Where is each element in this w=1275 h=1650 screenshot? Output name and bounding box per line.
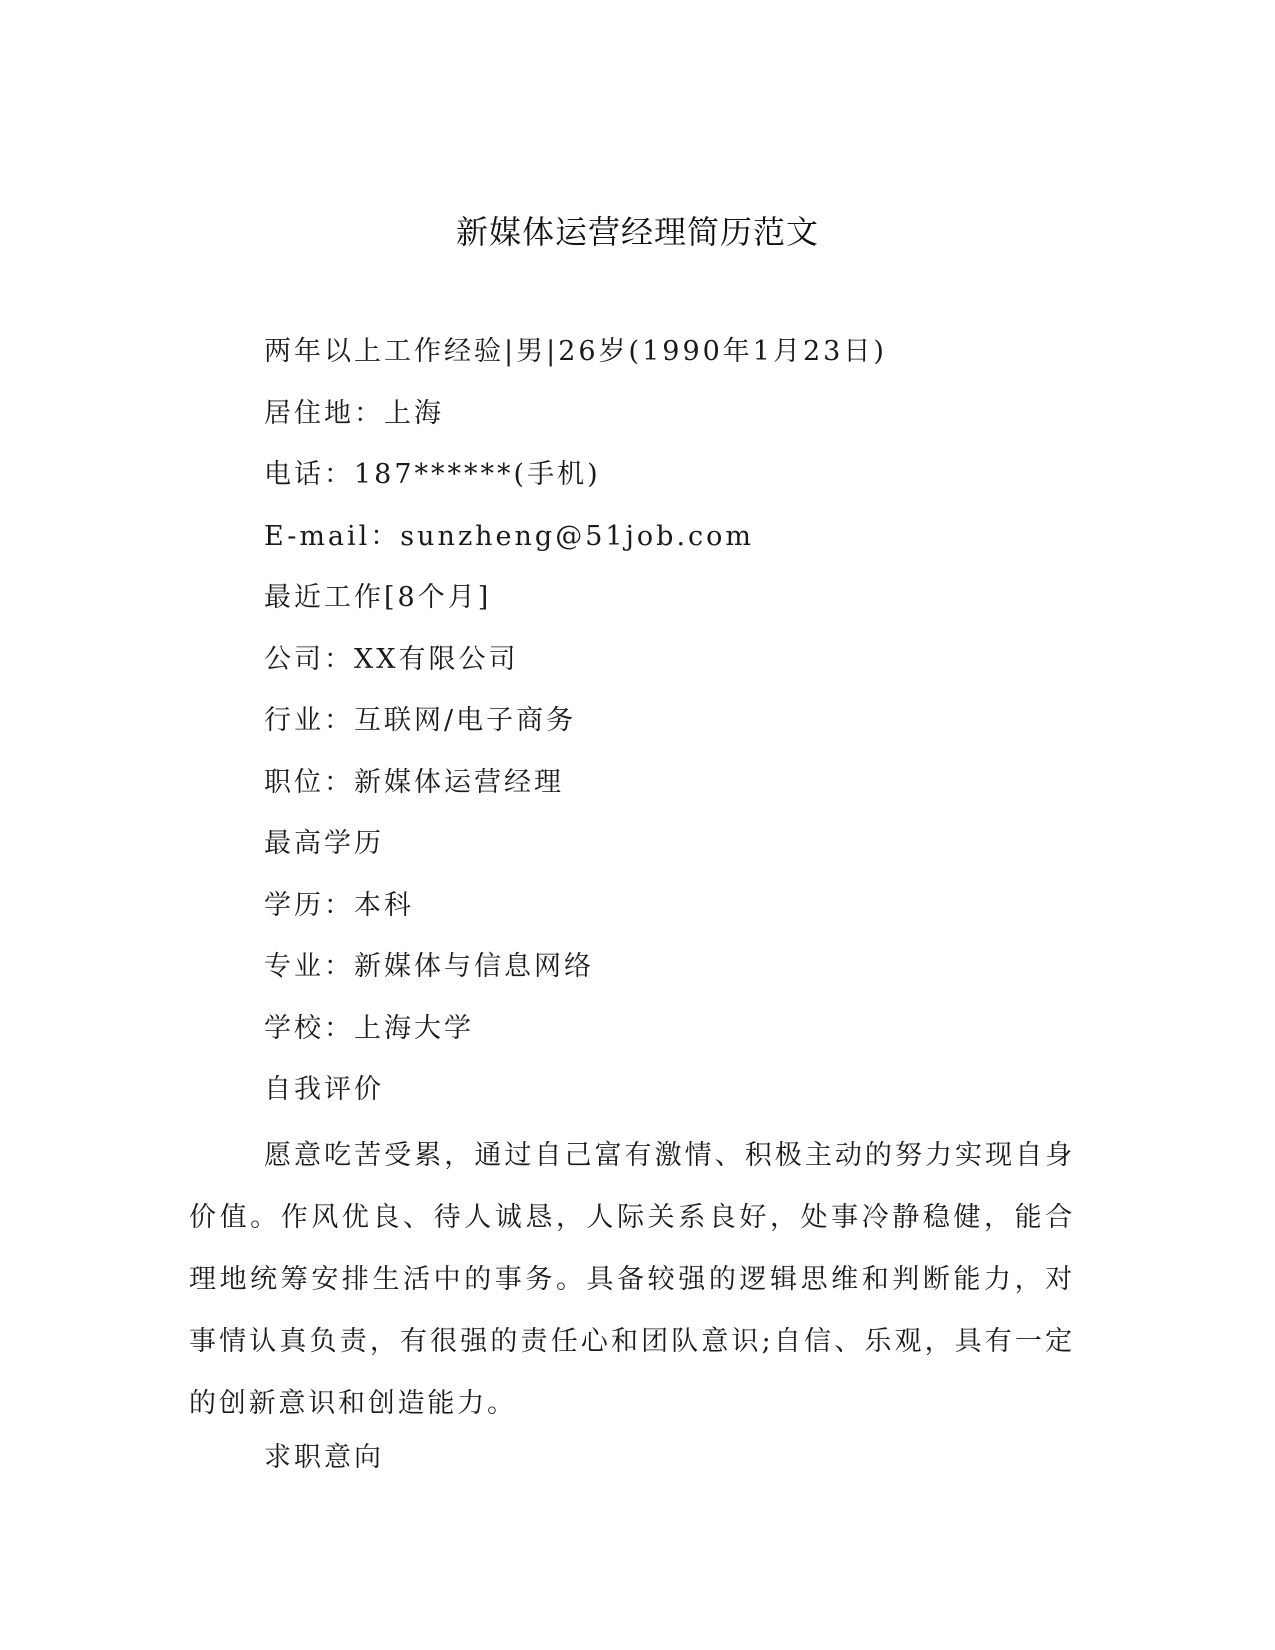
school-line: 学校：上海大学 [264,1012,474,1044]
highest-education-heading: 最高学历 [264,828,384,859]
degree-line: 学历：本科 [264,889,414,921]
basic-info-line: 两年以上工作经验|男|26岁(1990年1月23日) [264,336,887,367]
self-evaluation-paragraph: 愿意吃苦受累，通过自己富有激情、积极主动的努力实现自身价值。作风优良、待人诚恳，人际关系良好，处事冷静稳健，能合理地统筹安排生活中的事务。具备较强的逻辑思维和判断能力，对事情认真负责，有很强的责任心和团队意识;自信、乐观，具有一定的创新意识和创造能力。 [189,1140,1075,1419]
document-title: 新媒体运营经理简历范文 [455,213,819,251]
resume-info-list [264,330,1084,1130]
major-line: 专业：新媒体与信息网络 [264,951,594,982]
job-intention-heading: 求职意向 [264,1442,384,1473]
position-line: 职位：新媒体运营经理 [264,766,564,798]
recent-work-heading: 最近工作[8个月] [264,582,492,613]
self-evaluation-heading: 自我评价 [264,1074,384,1105]
company-line: 公司：XX有限公司 [264,643,519,675]
residence-line: 居住地：上海 [264,397,444,429]
industry-line: 行业：互联网/电子商务 [264,705,577,736]
email-line: E-mail：sunzheng@51job.com [264,520,755,552]
phone-line: 电话：187******(手机) [264,459,601,490]
